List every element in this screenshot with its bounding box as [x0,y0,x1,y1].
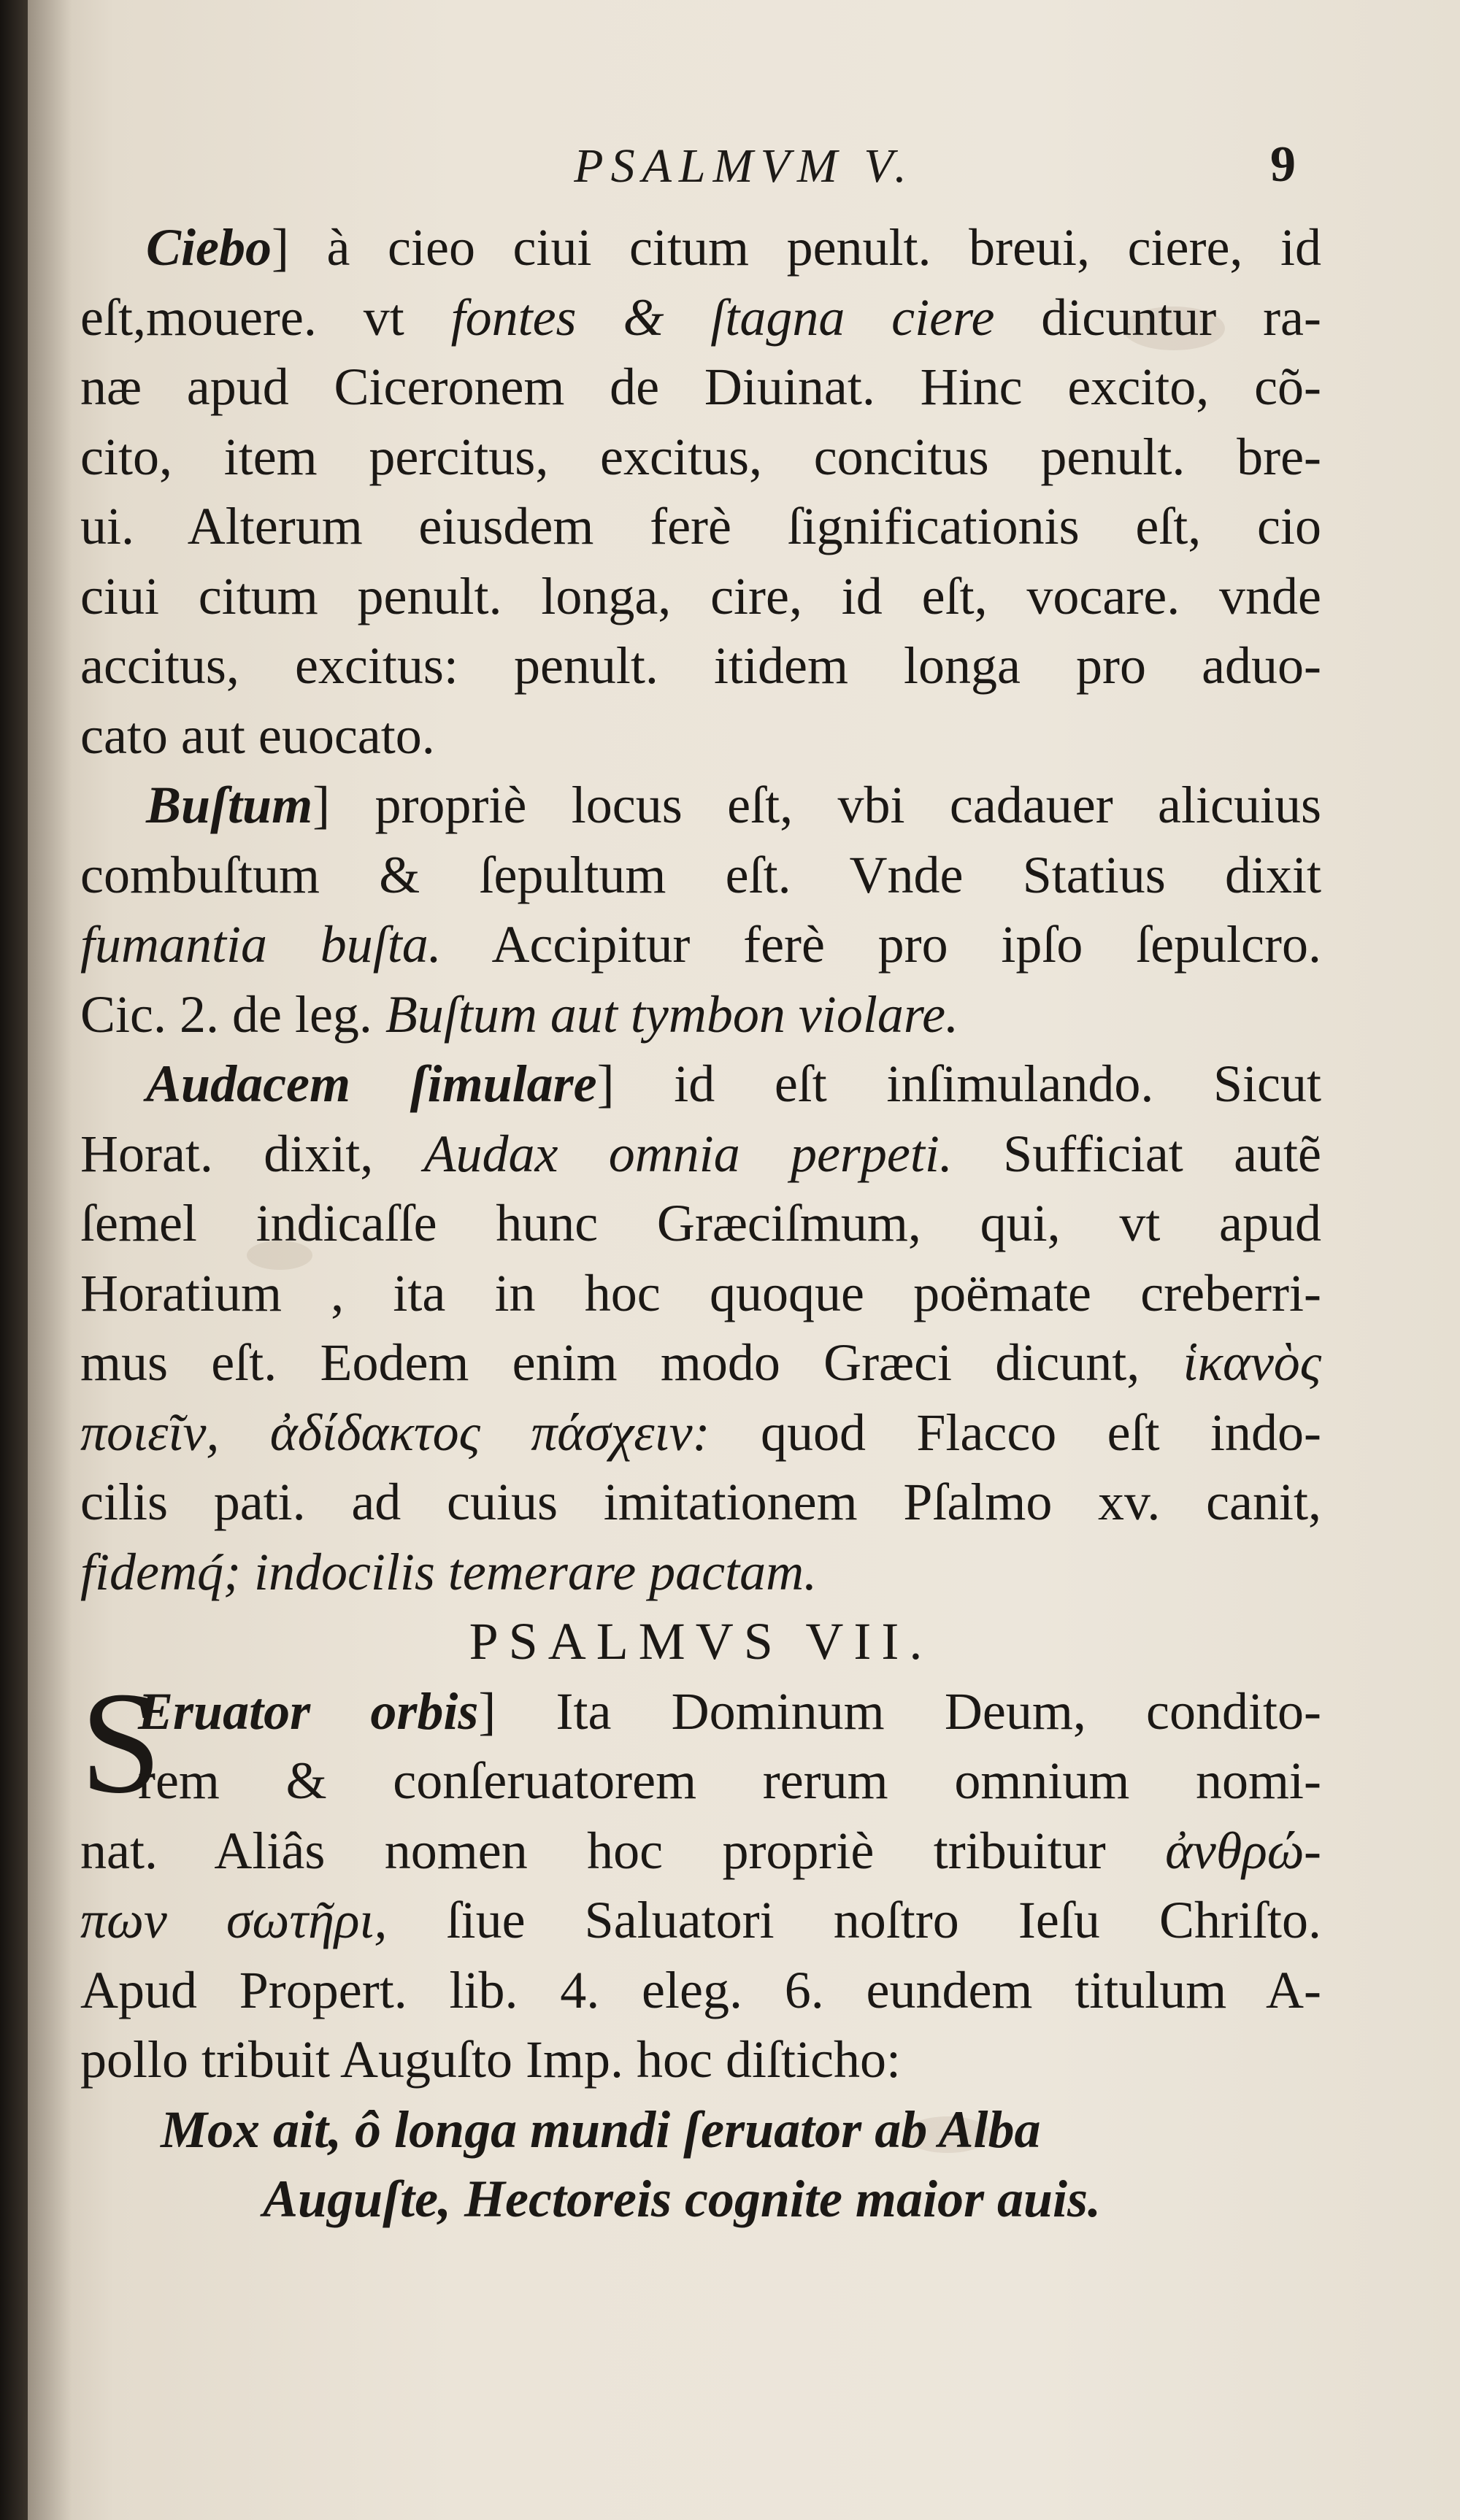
line-text-continued: Sufficiat autẽ [952,1124,1321,1183]
line-text-continued: quod Flacco eſt indo- [710,1403,1321,1462]
italic-quotation: fontes & ſtagna ciere [450,288,995,347]
text-line [80,1677,1321,1747]
line-text: ſemel indicaſſe hunc Græciſmum, qui, vt apud [80,1194,1321,1252]
lemma: Buſtum [146,776,313,834]
text-line [80,283,1321,353]
italic-quotation: fumantia buſta. [80,915,442,974]
line-text: eſt,mouere. vt [80,288,451,347]
line-text: ] id eſt inſimulando. Sicut [596,1055,1321,1113]
line-text: cato aut euocato. [80,706,435,765]
text-line [80,910,1321,980]
line-text: Apud Propert. lib. 4. eleg. 6. eundem titulum A- [80,1960,1321,2019]
text-line [80,631,1321,701]
italic-quotation: ποιεῖν, ἀδίδακτος πάσχειν: [80,1403,710,1462]
line-text: ui. Alterum eiusdem ferè ſignificationis eſt, cio [80,497,1321,555]
text-line [80,1886,1321,1956]
commentary-text [80,213,1321,2235]
line-text: Horat. dixit, [80,1124,424,1183]
text-line [80,562,1321,632]
line-text: Cic. 2. de leg. [80,985,385,1044]
italic-quotation: πων σωτῆρι, [80,1891,388,1949]
text-line [80,423,1321,493]
line-text: cito, item percitus, excitus, concitus penult. bre- [80,427,1321,486]
lemma: Ciebo [146,218,272,277]
italic-quotation: Audax omnia perpeti. [423,1124,953,1183]
line-text: ciui citum penult. longa, cire, id eſt, vocare. vnde [80,566,1321,625]
text-line [80,1468,1321,1538]
page-number: 9 [1270,136,1296,193]
text-line [80,701,1321,771]
line-text-continued: Accipitur ferè pro ipſo ſepulcro. [441,915,1321,974]
psalm-heading: PSALMVS VII. [469,1612,933,1671]
line-text: ] Ita Dominum Deum, condito- [478,1681,1321,1741]
text-line [80,1538,1321,1608]
book-page [28,0,1460,2520]
text-line [80,1956,1321,2026]
line-text: næ apud Ciceronem de Diuinat. Hinc excito, cõ- [80,358,1321,416]
italic-quotation: ἀνθρώ- [1165,1821,1321,1880]
line-text: pollo tribuit Auguſto Imp. hoc diſticho: [80,2030,901,2089]
line-text-continued: dicuntur ra- [994,288,1321,347]
text-line [80,1049,1321,1120]
line-text: mus eſt. Eodem enim modo Græci dicunt, [80,1333,1183,1392]
line-text: accitus, excitus: penult. itidem longa pro aduo- [80,636,1321,695]
text-line [80,2025,1321,2095]
line-text: ] propriè locus eſt, vbi cadauer alicuius [312,776,1321,834]
line-text: nat. Aliâs nomen hoc propriè tribuitur [80,1821,1166,1880]
line-text: ] à cieo ciui citum penult. breui, ciere, id [271,218,1321,277]
line-text: combuſtum & ſepultum eſt. Vnde Statius dixit [80,845,1321,904]
text-line [80,492,1321,562]
text-line [80,1746,1321,1816]
lemma: Audacem ſimulare [146,1055,597,1113]
line-text: rem & conſeruatorem rerum omnium nomi- [138,1752,1321,1810]
book-spine-edge [0,0,28,2520]
text-line [80,841,1321,911]
text-line [80,1189,1321,1259]
commentary-psalm-5 [80,213,1321,1607]
italic-quotation: fidemq́; indocilis temerare pactam. [80,1542,818,1601]
text-line [80,1816,1321,1887]
lemma: Eruator orbis [138,1681,479,1741]
drop-cap: S [80,1662,162,1824]
italic-quotation: ἱκανὸς [1183,1333,1321,1392]
text-line [80,980,1321,1050]
text-line [80,771,1321,841]
line-text: Horatium , ita in hoc quoque poëmate creberri- [80,1263,1321,1322]
line-text: cilis pati. ad cuius imitationem Pſalmo xv. canit, [80,1473,1321,1531]
italic-quotation: Buſtum aut tymbon violare. [385,985,959,1044]
text-line [80,1259,1321,1329]
running-title: PSALMVM V. [574,139,914,193]
text-line [80,1120,1321,1190]
commentary-psalm-7 [80,1662,1321,2095]
line-text-continued: ſiue Saluatori noſtro Ieſu Chriſto. [387,1891,1321,1949]
text-line [80,213,1321,283]
page-header [28,131,1460,212]
verse-line-1: Mox ait, ô longa mundi ſeruator ab Alba [161,2100,1041,2159]
text-line [80,1328,1321,1398]
verse-line-2: Auguſte, Hectoreis cognite maior auis. [263,2170,1102,2228]
text-line [80,1398,1321,1468]
text-line [80,352,1321,423]
